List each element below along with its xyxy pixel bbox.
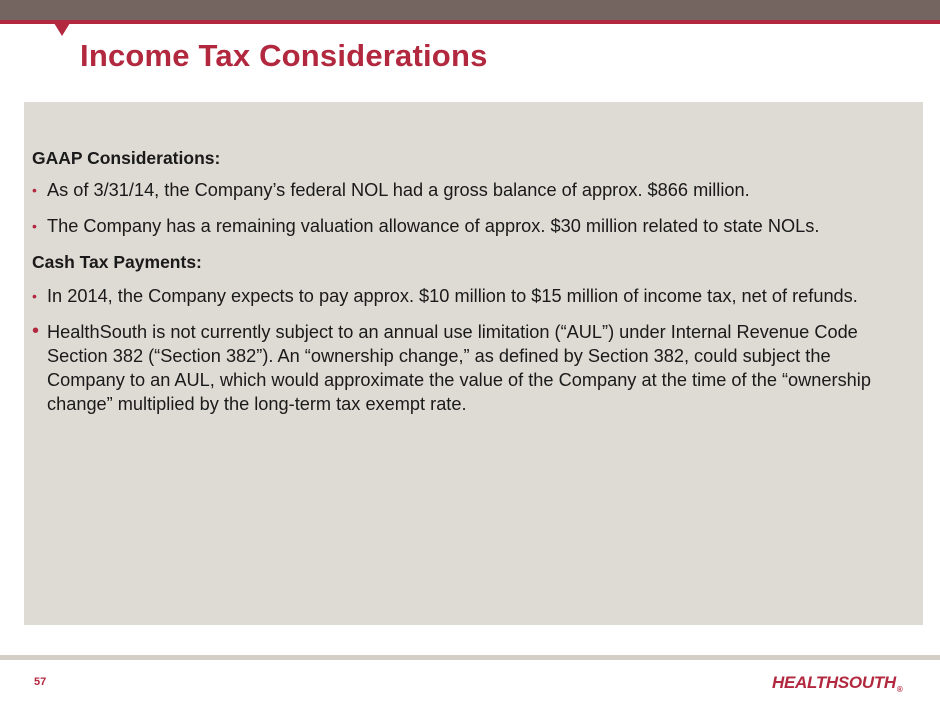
- header-accent-tick: [54, 23, 70, 36]
- header-accent-line: [0, 20, 940, 24]
- healthsouth-logo: [772, 673, 903, 694]
- slide-title: Income Tax Considerations: [80, 38, 488, 73]
- header-bar: [0, 0, 940, 20]
- footer-band: [0, 655, 940, 660]
- bullet-text: In 2014, the Company expects to pay approx. $10 million to $15 million of income tax, net of refunds.: [47, 286, 858, 306]
- bullet-text: HealthSouth is not currently subject to an annual use limitation (“AUL”) under Internal Revenue Code Section 382 (“Section 382”). An “ownership change,” as defined by Section 382, could subject the Company to an AUL, which would approximate the value of the Company at the time of the “ownership change” multiplied by the long-term tax exempt rate.: [47, 322, 871, 414]
- bullet-icon: •: [32, 320, 40, 342]
- registered-mark: ®: [896, 685, 903, 695]
- logo-text: HEALTHSOUTH: [772, 673, 896, 692]
- content-panel: [24, 102, 923, 625]
- bullet-item: [32, 320, 912, 416]
- page-number: 57: [34, 676, 47, 688]
- bullet-icon: •: [32, 288, 37, 304]
- bullet-icon: •: [32, 218, 37, 234]
- section-heading-gaap: GAAP Considerations:: [32, 148, 221, 168]
- bullet-item: [32, 284, 912, 308]
- bullet-text: The Company has a remaining valuation allowance of approx. $30 million related to state NOLs.: [47, 216, 820, 236]
- bullet-item: [32, 214, 912, 238]
- content-body: [32, 146, 912, 428]
- bullet-text: As of 3/31/14, the Company’s federal NOL had a gross balance of approx. $866 million.: [47, 180, 750, 200]
- section-heading-cash-tax: Cash Tax Payments:: [32, 252, 202, 272]
- bullet-icon: •: [32, 182, 37, 198]
- bullet-item: [32, 178, 912, 202]
